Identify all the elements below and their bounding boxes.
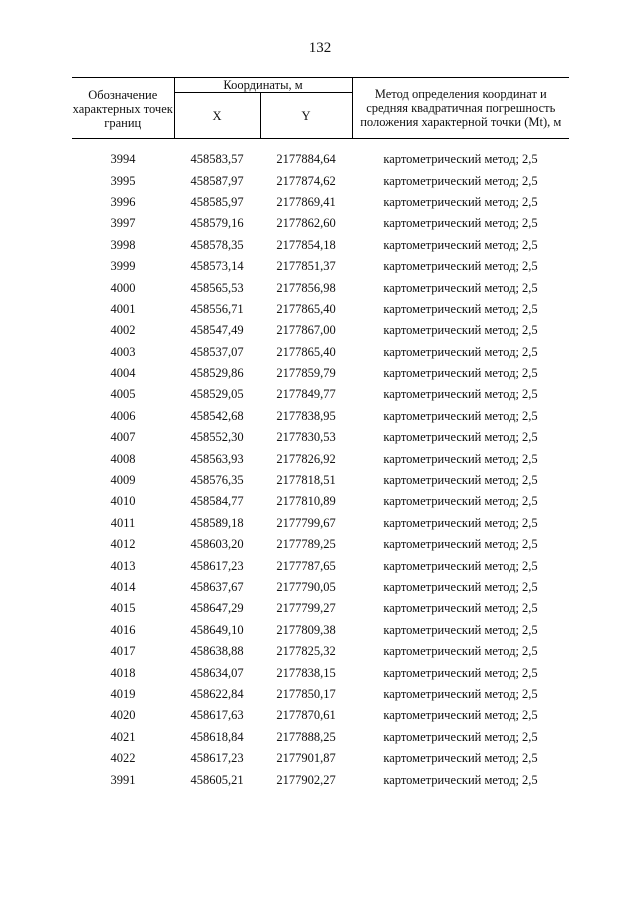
- cell-method: картометрический метод; 2,5: [383, 344, 538, 359]
- cell-method: картометрический метод; 2,5: [383, 387, 538, 402]
- cell-point: 3994: [110, 152, 136, 167]
- cell-x: 458603,20: [190, 537, 244, 552]
- page-number: 132: [308, 40, 332, 56]
- table-row: [72, 342, 569, 363]
- cell-x: 458618,84: [190, 729, 244, 744]
- cell-method: картометрический метод; 2,5: [383, 259, 538, 274]
- cell-point: 3996: [110, 194, 136, 209]
- cell-method: картометрический метод; 2,5: [383, 580, 538, 594]
- table-row: [72, 235, 569, 256]
- cell-x: 458583,57: [190, 152, 244, 167]
- cell-method: картометрический метод; 2,5: [383, 430, 538, 445]
- cell-method: картометрический метод; 2,5: [383, 665, 538, 680]
- cell-y: 2177856,98: [276, 280, 336, 295]
- cell-y: 2177854,18: [276, 237, 336, 252]
- cell-method: картометрический метод; 2,5: [383, 408, 538, 423]
- cell-method: картометрический метод; 2,5: [383, 515, 538, 530]
- cell-y: 2177810,89: [276, 494, 336, 509]
- cell-x: 458587,97: [190, 173, 244, 188]
- cell-y: 2177884,64: [276, 152, 336, 167]
- cell-y: 2177799,67: [276, 515, 336, 530]
- cell-method: картометрический метод; 2,5: [383, 173, 538, 188]
- cell-point: 4010: [110, 494, 136, 509]
- cell-method: картометрический метод; 2,5: [383, 772, 538, 787]
- cell-y: 2177862,60: [276, 216, 336, 231]
- cell-y: 2177901,87: [276, 751, 336, 766]
- table-row: [72, 727, 569, 748]
- cell-method: картометрический метод; 2,5: [383, 451, 538, 466]
- cell-point: 4012: [110, 537, 136, 552]
- table-row: [72, 277, 569, 298]
- table-row: [72, 641, 569, 662]
- cell-point: 4006: [110, 408, 136, 423]
- cell-method: картометрический метод; 2,5: [383, 537, 538, 552]
- cell-point: 4021: [110, 729, 136, 744]
- cell-point: 4009: [110, 473, 136, 488]
- cell-point: 3998: [110, 237, 136, 252]
- cell-point: 4005: [110, 387, 136, 402]
- table-row: [72, 427, 569, 448]
- cell-x: 458563,93: [190, 451, 244, 466]
- table-row: [72, 213, 569, 234]
- cell-x: 458578,35: [190, 237, 244, 252]
- cell-x: 458537,07: [190, 344, 244, 359]
- cell-point: 4007: [110, 430, 136, 445]
- cell-y: 2177838,95: [276, 408, 336, 423]
- table-row: [72, 363, 569, 384]
- cell-y: 2177888,25: [276, 729, 336, 744]
- cell-x: 458576,35: [190, 473, 244, 488]
- cell-point: 4004: [110, 366, 136, 381]
- cell-method: картометрический метод; 2,5: [383, 622, 538, 637]
- cell-point: 4015: [110, 601, 136, 616]
- cell-x: 458556,71: [190, 301, 244, 316]
- cell-point: 4000: [110, 280, 136, 295]
- cell-method: картометрический метод; 2,5: [383, 644, 538, 659]
- table-row: [72, 598, 569, 619]
- cell-y: 2177825,32: [276, 644, 336, 659]
- cell-point: 4003: [110, 344, 136, 359]
- cell-y: 2177830,53: [276, 430, 336, 445]
- header-coordinates: Координаты, м: [174, 78, 352, 93]
- cell-method: картометрический метод; 2,5: [383, 216, 538, 231]
- cell-x: 458584,77: [190, 494, 244, 509]
- table-row: [72, 170, 569, 191]
- table-row: [72, 620, 569, 641]
- cell-method: картометрический метод; 2,5: [383, 686, 538, 701]
- cell-point: 3999: [110, 259, 136, 274]
- table-row: [72, 769, 569, 790]
- cell-x: 458622,84: [190, 686, 244, 701]
- cell-point: 4020: [110, 708, 136, 723]
- cell-x: 458579,16: [190, 216, 244, 231]
- cell-method: картометрический метод; 2,5: [383, 301, 538, 316]
- cell-y: 2177870,61: [276, 708, 336, 723]
- table-row: [72, 555, 569, 576]
- cell-x: 458552,30: [190, 430, 244, 445]
- cell-x: 458638,88: [190, 644, 244, 659]
- table-row: [72, 748, 569, 769]
- cell-y: 2177849,77: [276, 387, 336, 402]
- table-row: [72, 320, 569, 341]
- cell-x: 458617,23: [190, 751, 244, 766]
- cell-point: 3995: [110, 173, 136, 188]
- cell-point: 3991: [110, 772, 136, 787]
- table-row: [72, 705, 569, 726]
- table-row: [72, 299, 569, 320]
- cell-x: 458605,21: [190, 772, 244, 787]
- cell-method: картометрический метод; 2,5: [383, 366, 538, 381]
- cell-y: 2177867,00: [276, 323, 336, 338]
- cell-point: 4014: [110, 580, 136, 594]
- cell-x: 458634,07: [190, 665, 244, 680]
- cell-y: 2177790,05: [276, 580, 336, 594]
- cell-point: 4019: [110, 686, 136, 701]
- table-row: [72, 491, 569, 512]
- cell-y: 2177851,37: [276, 259, 336, 274]
- table-row: [72, 684, 569, 705]
- cell-x: 458637,67: [190, 580, 244, 594]
- table-row: [72, 192, 569, 213]
- cell-x: 458529,86: [190, 366, 244, 381]
- cell-point: 4011: [110, 515, 136, 530]
- table-row: [72, 406, 569, 427]
- cell-method: картометрический метод; 2,5: [383, 323, 538, 338]
- table-row: [72, 448, 569, 469]
- coordinates-table: [72, 77, 569, 791]
- table-row: [72, 384, 569, 405]
- cell-point: 4013: [110, 558, 136, 573]
- cell-y: 2177809,38: [276, 622, 336, 637]
- cell-point: 4022: [110, 751, 136, 766]
- cell-x: 458647,29: [190, 601, 244, 616]
- cell-y: 2177826,92: [276, 451, 336, 466]
- cell-y: 2177818,51: [276, 473, 336, 488]
- cell-method: картометрический метод; 2,5: [383, 601, 538, 616]
- cell-y: 2177865,40: [276, 301, 336, 316]
- cell-y: 2177799,27: [276, 601, 336, 616]
- table-row: [72, 662, 569, 683]
- cell-x: 458573,14: [190, 259, 244, 274]
- cell-y: 2177789,25: [276, 537, 336, 552]
- table-body: [72, 139, 569, 791]
- cell-method: картометрический метод; 2,5: [383, 751, 538, 766]
- cell-point: 4001: [110, 301, 136, 316]
- table-header: [72, 78, 569, 139]
- table-row: [72, 513, 569, 534]
- cell-method: картометрический метод; 2,5: [383, 237, 538, 252]
- cell-x: 458547,49: [190, 323, 244, 338]
- cell-method: картометрический метод; 2,5: [383, 494, 538, 509]
- header-y: Y: [260, 93, 352, 139]
- table-row: [72, 256, 569, 277]
- cell-method: картометрический метод; 2,5: [383, 280, 538, 295]
- cell-x: 458529,05: [190, 387, 244, 402]
- cell-method: картометрический метод; 2,5: [383, 473, 538, 488]
- cell-y: 2177902,27: [276, 772, 336, 787]
- table-row: [72, 577, 569, 598]
- cell-method: картометрический метод; 2,5: [383, 729, 538, 744]
- cell-x: 458565,53: [190, 280, 244, 295]
- cell-x: 458617,63: [190, 708, 244, 723]
- table-row: [72, 149, 569, 170]
- header-point-designation: Обозначение характерных точек границ: [72, 78, 174, 139]
- cell-point: 4017: [110, 644, 136, 659]
- cell-x: 458585,97: [190, 194, 244, 209]
- cell-y: 2177787,65: [276, 558, 336, 573]
- cell-method: картометрический метод; 2,5: [383, 558, 538, 573]
- cell-y: 2177850,17: [276, 686, 336, 701]
- cell-x: 458649,10: [190, 622, 244, 637]
- cell-y: 2177874,62: [276, 173, 336, 188]
- cell-y: 2177865,40: [276, 344, 336, 359]
- table-row: [72, 534, 569, 555]
- cell-y: 2177859,79: [276, 366, 336, 381]
- cell-point: 4002: [110, 323, 136, 338]
- header-x: X: [174, 93, 260, 139]
- cell-method: картометрический метод; 2,5: [383, 194, 538, 209]
- cell-point: 4018: [110, 665, 136, 680]
- cell-x: 458617,23: [190, 558, 244, 573]
- cell-y: 2177838,15: [276, 665, 336, 680]
- cell-point: 3997: [110, 216, 136, 231]
- table-row: [72, 470, 569, 491]
- header-method: Метод определения координат и средняя квадратичная погрешность положения характерной точки (Mt), м: [352, 78, 569, 139]
- cell-method: картометрический метод; 2,5: [383, 152, 538, 167]
- cell-y: 2177869,41: [276, 194, 336, 209]
- cell-x: 458542,68: [190, 408, 244, 423]
- cell-x: 458589,18: [190, 515, 244, 530]
- cell-point: 4008: [110, 451, 136, 466]
- cell-method: картометрический метод; 2,5: [383, 708, 538, 723]
- cell-point: 4016: [110, 622, 136, 637]
